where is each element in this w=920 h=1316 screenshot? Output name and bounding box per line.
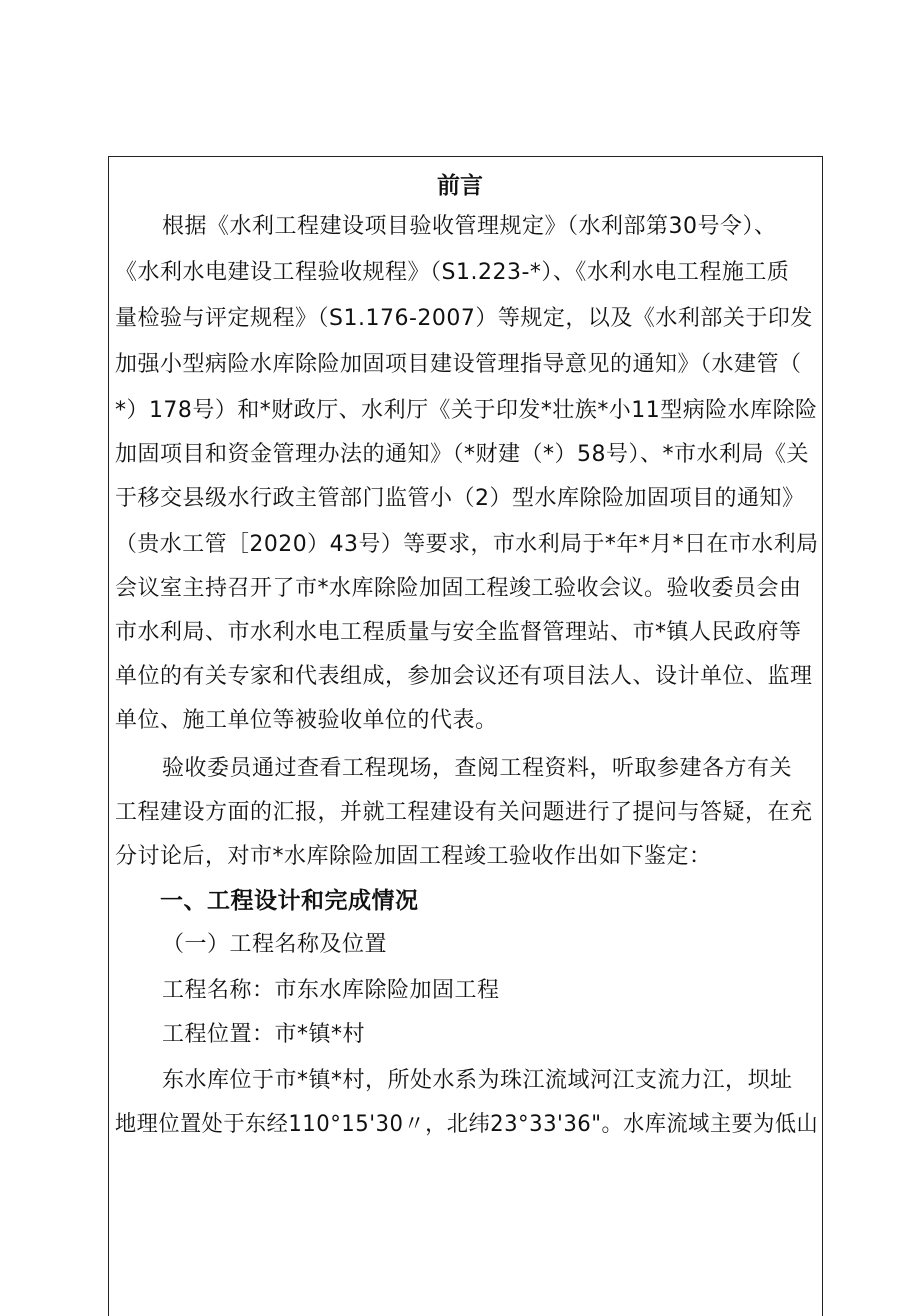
para1-line-10: 市水利局、市水利水电工程质量与安全监督管理站、市*镇人民政府等 (115, 620, 802, 645)
para2-line-2: 工程建设方面的汇报，并就工程建设有关问题进行了提问与答疑，在充 (115, 800, 813, 825)
para1-line-3: 量检验与评定规程》（S1.176-2007）等规定，以及《水利部关于印发 (115, 306, 813, 331)
para1-line-11: 单位的有关专家和代表组成，参加会议还有项目法人、设计单位、监理 (115, 664, 813, 689)
project-name: 工程名称：市东水库除险加固工程 (162, 978, 500, 1003)
para1-line-2: 《水利水电建设工程验收规程》（S1.223-*）、《水利水电工程施工质 (115, 260, 790, 285)
para1-line-12: 单位、施工单位等被验收单位的代表。 (115, 708, 498, 733)
para1-line-4: 加强小型病险水库除险加固项目建设管理指导意见的通知》（水建管（ (115, 352, 802, 377)
para2-line-3: 分讨论后，对市*水库除险加固工程竣工验收作出如下鉴定： (115, 844, 712, 869)
project-location: 工程位置：市*镇*村 (162, 1022, 366, 1047)
para1-line-8: （贵水工管［2020）43号）等要求，市水利局于*年*月*日在市水利局 (115, 532, 819, 557)
para1-line-9: 会议室主持召开了市*水库除险加固工程竣工验收会议。验收委员会由 (115, 576, 802, 601)
page-title: 前言 (437, 173, 483, 199)
para3-line-2: 地理位置处于东经110°15'30〃，北纬23°33'36"。水库流域主要为低山 (115, 1112, 819, 1137)
para1-line-5: *）178号）和*财政厅、水利厅《关于印发*壮族*小11型病险水库除险 (115, 398, 818, 423)
para1-line-1: 根据《水利工程建设项目验收管理规定》（水利部第30号令）、 (162, 214, 777, 239)
subsection-heading: （一）工程名称及位置 (162, 932, 388, 957)
section-heading: 一、工程设计和完成情况 (160, 888, 419, 914)
para3-line-1: 东水库位于市*镇*村，所处水系为珠江流域河江支流力江，坝址 (162, 1068, 793, 1093)
para1-line-7: 于移交县级水行政主管部门监管小（2）型水库除险加固项目的通知》 (115, 486, 805, 511)
para2-line-1: 验收委员通过查看工程现场，查阅工程资料，听取参建各方有关 (162, 756, 793, 781)
para1-line-6: 加固项目和资金管理办法的通知》（*财建（*）58号）、*市水利局《关 (115, 442, 809, 467)
